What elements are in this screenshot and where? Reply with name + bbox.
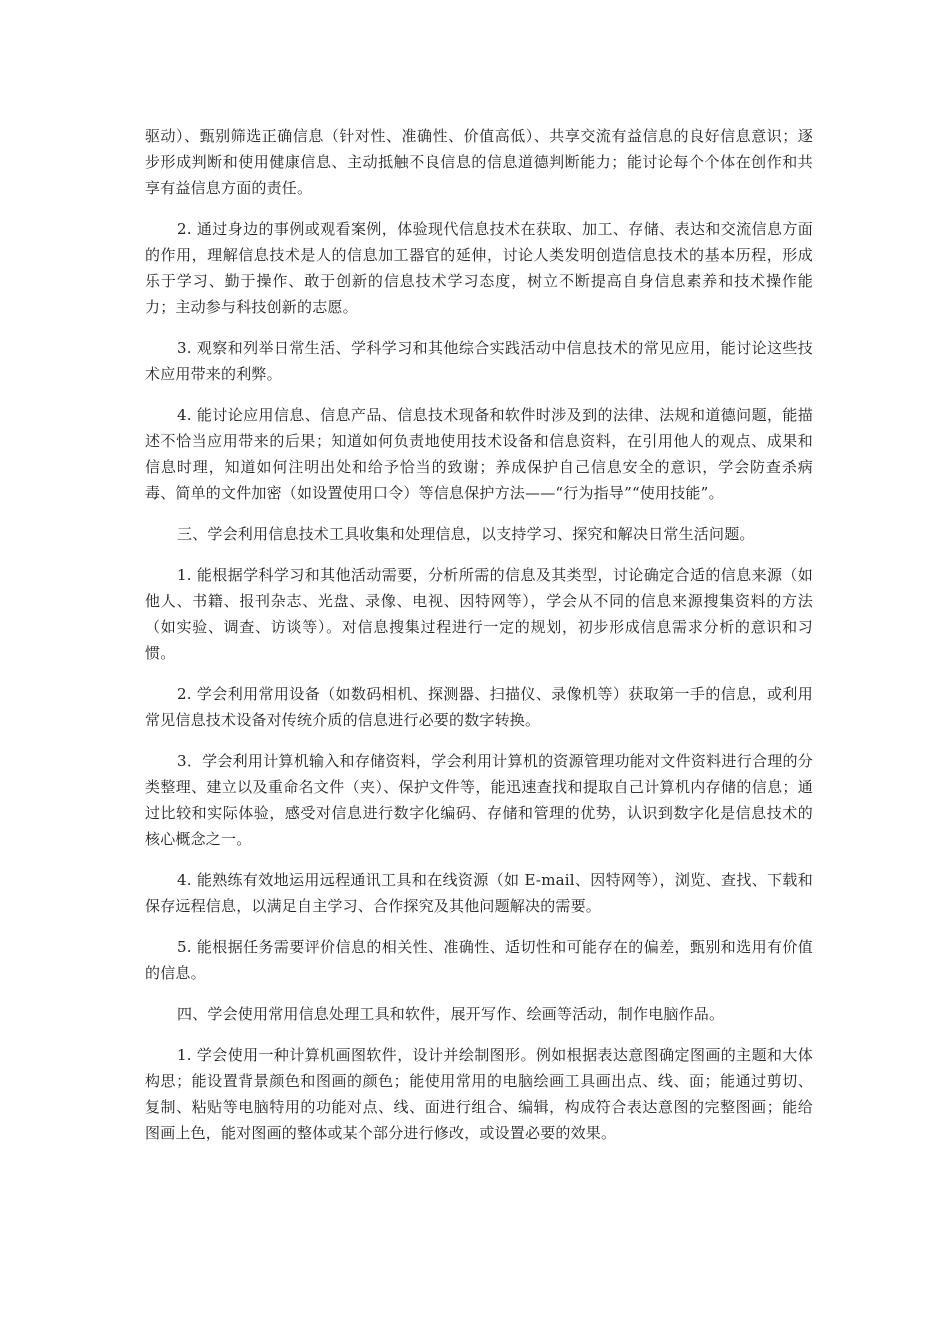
paragraph-continuation: 驱动）、甄别筛选正确信息（针对性、准确性、价值高低）、共享交流有益信息的良好信息意识；逐步形成判断和使用健康信息、主动抵触不良信息的信息道德判断能力；能讨论每个个体在创作和共享有益信息方面的责任。 [145, 127, 813, 197]
paragraph-item-2: 2. 通过身边的事例或观看案例，体验现代信息技术在获取、加工、存储、表达和交流信息方面的作用，理解信息技术是人的信息加工器官的延伸，讨论人类发明创造信息技术的基本历程，形成乐于学习、勤于操作、敢于创新的信息技术学习态度，树立不断提高自身信息素养和技术操作能力；主动参与科技创新的志愿。 [145, 220, 813, 316]
paragraph-item-4b: 4. 能熟练有效地运用远程通讯工具和在线资源（如 E-mail、因特网等），浏览、查找、下载和保存远程信息，以满足自主学习、合作探究及其他问题解决的需要。 [145, 871, 813, 915]
section-heading-4: 四、学会使用常用信息处理工具和软件，展开写作、绘画等活动，制作电脑作品。 [177, 1005, 725, 1023]
section-heading-3: 三、学会利用信息技术工具收集和处理信息，以支持学习、探究和解决日常生活问题。 [177, 525, 755, 543]
paragraph-item-4: 4. 能讨论应用信息、信息产品、信息技术现备和软件时涉及到的法律、法规和道德问题，能描述不恰当应用带来的后果；知道如何负责地使用技术设备和信息资料，在引用他人的观点、成果和信息时理，知道如何注明出处和给予恰当的致谢；养成保护自己信息安全的意识，学会防查杀病毒、简单的文件加密（如设置使用口令）等信息保护方法——“行为指导”“使用技能”。 [145, 406, 813, 502]
paragraph-item-1b: 1. 学会使用一种计算机画图软件，设计并绘制图形。例如根据表达意图确定图画的主题和大体构思；能设置背景颜色和图画的颜色；能使用常用的电脑绘画工具画出点、线、面；能通过剪切、复制、粘贴等电脑特用的功能对点、线、面进行组合、编辑，构成符合表达意图的完整图画；能给图画上色，能对图画的整体或某个部分进行修改，或设置必要的效果。 [145, 1046, 813, 1142]
paragraph-item-3b: 3．学会利用计算机输入和存储资料，学会利用计算机的资源管理功能对文件资料进行合理的分类整理、建立以及重命名文件（夹）、保护文件等，能迅速查找和提取自己计算机内存储的信息；通过比较和实际体验，感受对信息进行数字化编码、存储和管理的优势，认识到数字化是信息技术的核心概念之一。 [145, 752, 813, 848]
paragraph-item-3: 3. 观察和列举日常生活、学科学习和其他综合实践活动中信息技术的常见应用，能讨论这些技术应用带来的利弊。 [145, 339, 813, 383]
document-body [145, 123, 813, 1161]
paragraph-item-2b: 2. 学会利用常用设备（如数码相机、探测器、扫描仪、录像机等）获取第一手的信息，或利用常见信息技术设备对传统介质的信息进行必要的数字转换。 [145, 685, 813, 729]
paragraph-item-5: 5. 能根据任务需要评价信息的相关性、准确性、适切性和可能存在的偏差，甄别和选用有价值的信息。 [145, 938, 813, 982]
paragraph-item-1: 1. 能根据学科学习和其他活动需要，分析所需的信息及其类型，讨论确定合适的信息来源（如他人、书籍、报刊杂志、光盘、录像、电视、因特网等），学会从不同的信息来源搜集资料的方法（如实验、调查、访谈等）。对信息搜集过程进行一定的规划，初步形成信息需求分析的意识和习惯。 [145, 566, 813, 662]
